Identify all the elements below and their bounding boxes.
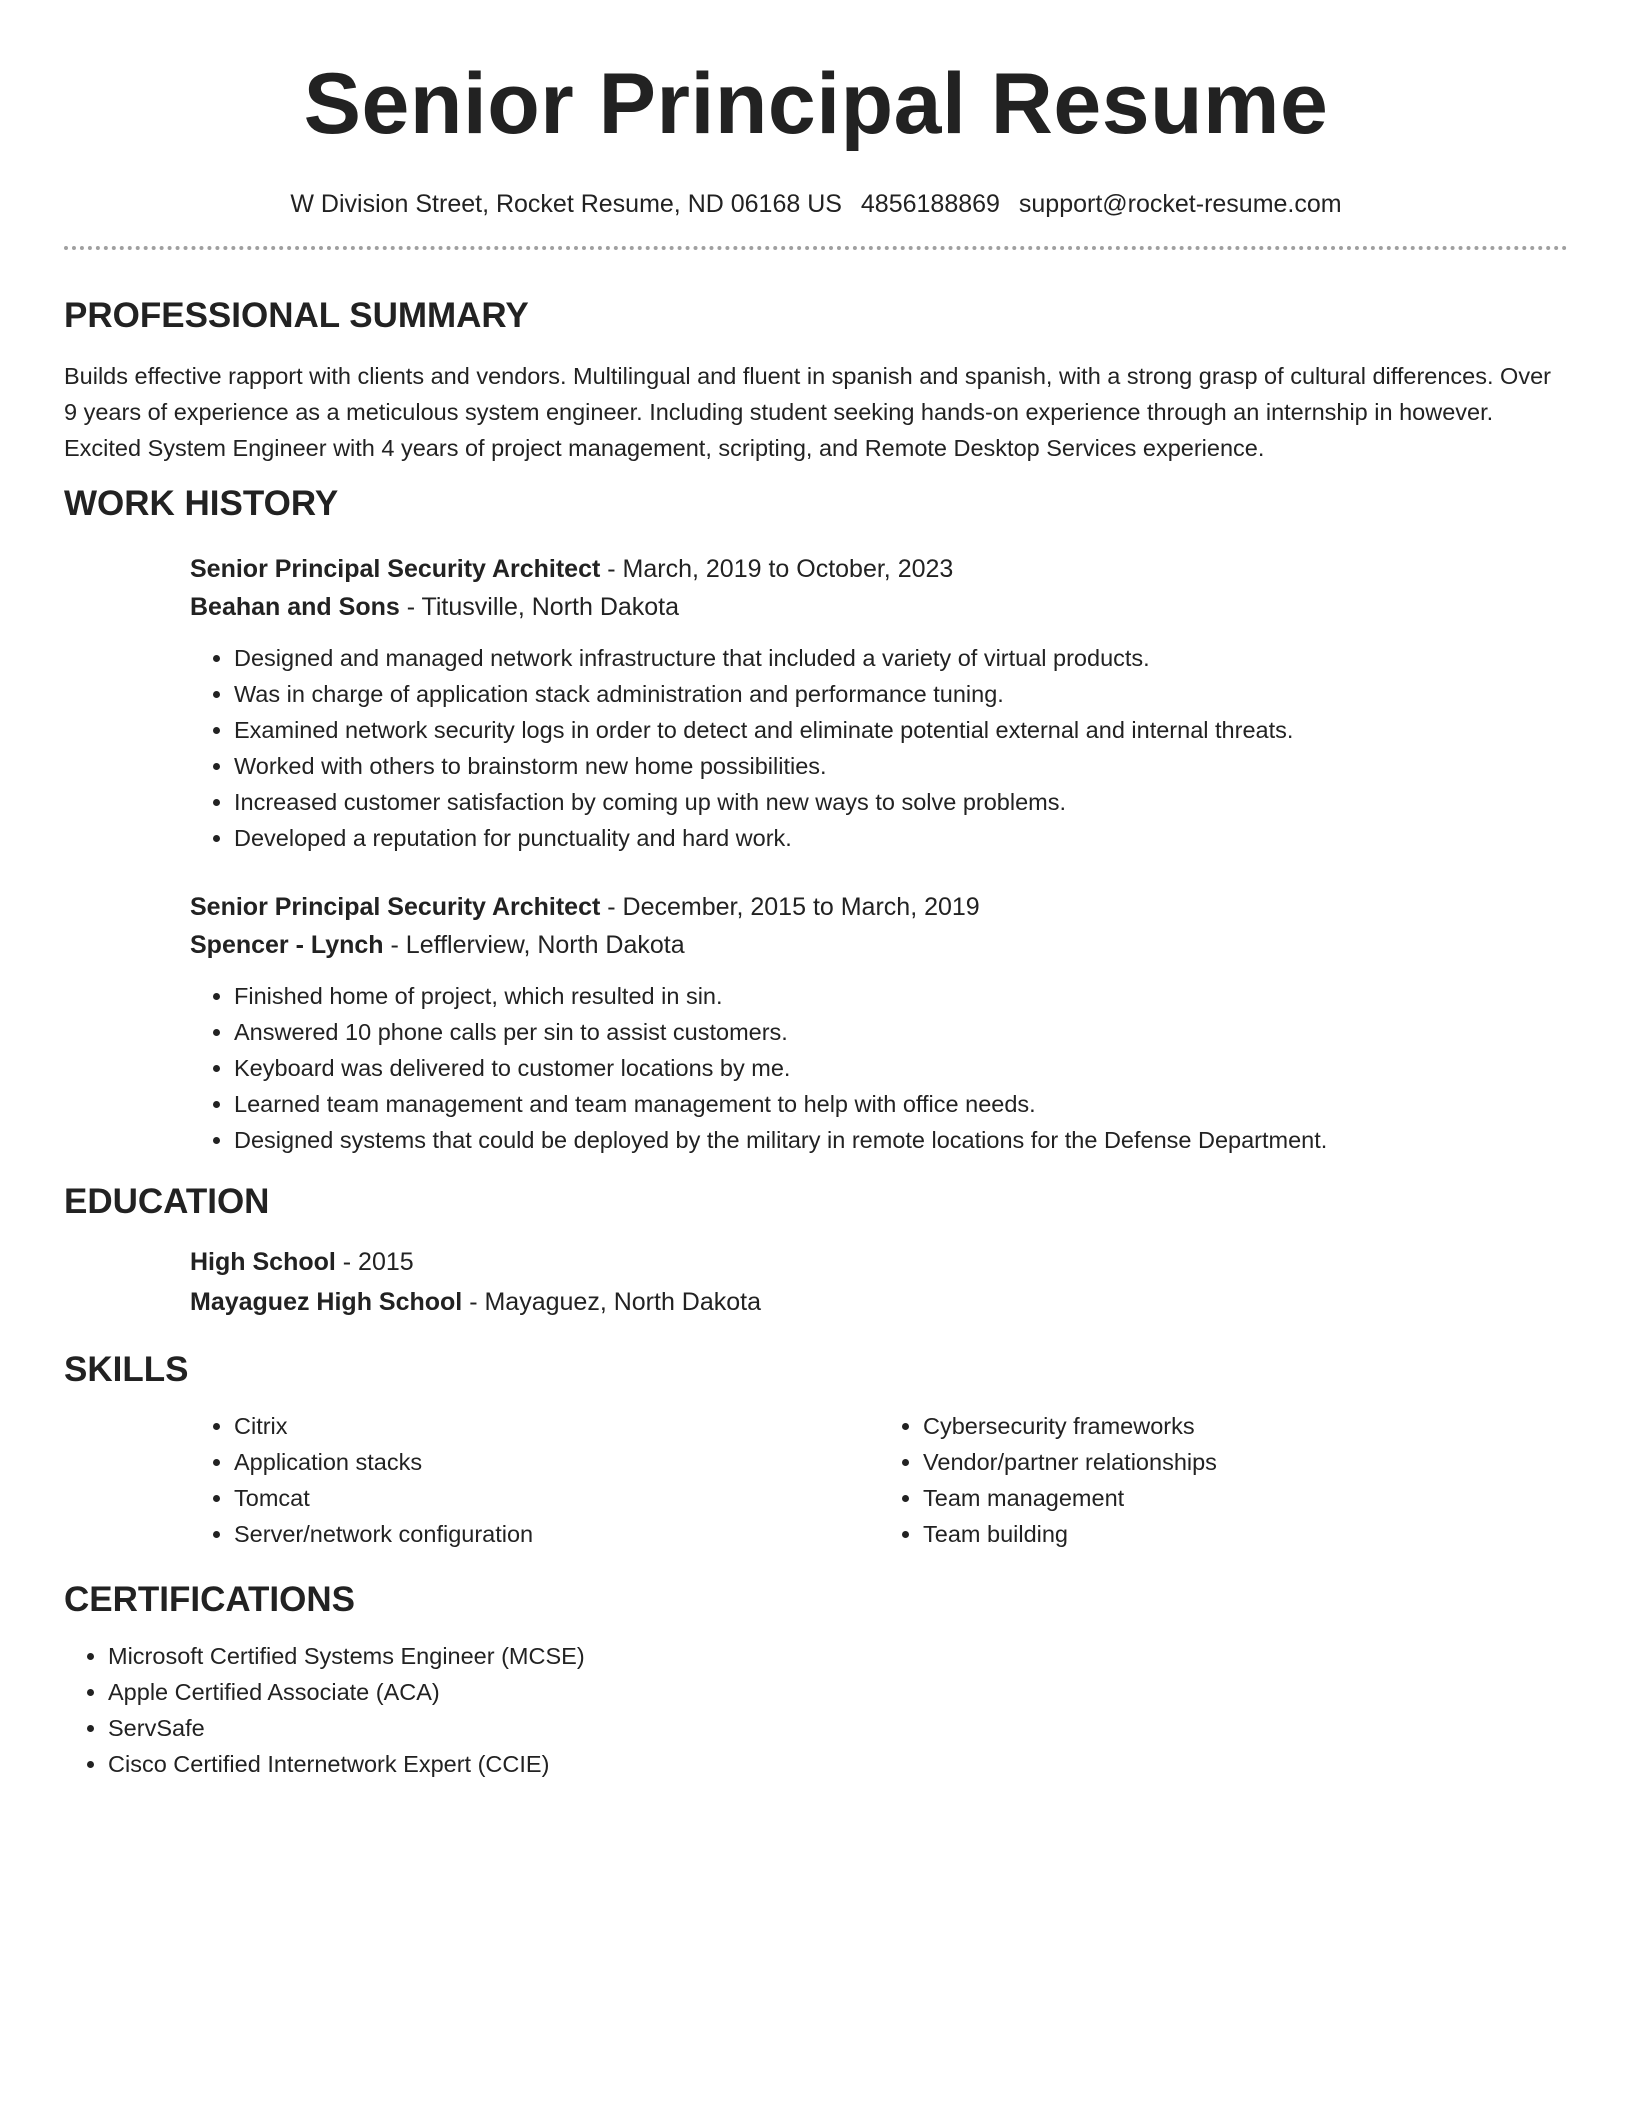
list-item: • Answered 10 phone calls per sin to assist customers.	[234, 1014, 1568, 1050]
job-title-line	[190, 550, 1568, 588]
skill-item: • Vendor/partner relationships	[923, 1444, 1568, 1480]
job-company: Spencer - Lynch	[190, 931, 384, 959]
education-title: EDUCATION	[64, 1182, 270, 1221]
list-item: • Increased customer satisfaction by coming up with new ways to solve problems.	[234, 784, 1568, 820]
certification-item: • Cisco Certified Internetwork Expert (CCIE)	[108, 1746, 1568, 1782]
job-dates: - March, 2019 to October, 2023	[600, 555, 954, 583]
summary-text: Builds effective rapport with clients and vendors. Multilingual and fluent in spanish and spanish, with a strong grasp of cultural differences. Over 9 years of experience as a meticulous system engineer. Including student seeking hands-on experience through an internship in however. Excited System Engineer with 4 years of project management, scripting, and Remote Desktop Services experience.	[64, 363, 1551, 461]
education-location: - Mayaguez, North Dakota	[462, 1288, 762, 1316]
certifications-section	[64, 1578, 1568, 1782]
skill-item: • Cybersecurity frameworks	[923, 1408, 1568, 1444]
list-item: • Was in charge of application stack administration and performance tuning.	[234, 676, 1568, 712]
resume-name: Senior Principal Resume	[303, 56, 1329, 152]
education-section	[64, 1180, 1568, 1322]
certification-item: • Microsoft Certified Systems Engineer (MCSE)	[108, 1638, 1568, 1674]
skill-item: • Server/network configuration	[234, 1516, 879, 1552]
skills-list-right	[879, 1408, 1568, 1552]
skill-item: • Team building	[923, 1516, 1568, 1552]
job-bullets	[190, 640, 1568, 856]
contact-email: support@rocket-resume.com	[1018, 190, 1342, 218]
job-entry	[190, 888, 1568, 1158]
list-item: • Keyboard was delivered to customer locations by me.	[234, 1050, 1568, 1086]
job-title-line	[190, 888, 1568, 926]
header-divider	[64, 246, 1568, 250]
list-item: • Designed and managed network infrastructure that included a variety of virtual products.	[234, 640, 1568, 676]
summary-section	[64, 294, 1568, 466]
skill-item: • Application stacks	[234, 1444, 879, 1480]
job-entry	[190, 550, 1568, 856]
contact-phone: 4856188869	[860, 190, 1000, 218]
job-role: Senior Principal Security Architect	[190, 555, 601, 583]
skill-item: • Team management	[923, 1480, 1568, 1516]
contact-line	[64, 188, 1568, 220]
skills-list-left	[190, 1408, 879, 1552]
job-role: Senior Principal Security Architect	[190, 893, 601, 921]
job-location: - Titusville, North Dakota	[399, 593, 680, 621]
job-location: - Lefflerview, North Dakota	[383, 931, 685, 959]
certification-item: • ServSafe	[108, 1710, 1568, 1746]
education-degree: High School	[190, 1248, 336, 1276]
contact-address: W Division Street, Rocket Resume, ND 06168 US	[290, 190, 842, 218]
job-company-line	[190, 926, 1568, 964]
job-bullets	[190, 978, 1568, 1158]
list-item: • Examined network security logs in order to detect and eliminate potential external and internal threats.	[234, 712, 1568, 748]
list-item: • Finished home of project, which resulted in sin.	[234, 978, 1568, 1014]
list-item: • Worked with others to brainstorm new home possibilities.	[234, 748, 1568, 784]
education-school: Mayaguez High School	[190, 1288, 463, 1316]
list-item: • Learned team management and team management to help with office needs.	[234, 1086, 1568, 1122]
skills-title: SKILLS	[64, 1350, 189, 1389]
skill-item: • Tomcat	[234, 1480, 879, 1516]
job-company-line	[190, 588, 1568, 626]
education-entry	[190, 1242, 1568, 1322]
job-company: Beahan and Sons	[190, 593, 400, 621]
summary-title: PROFESSIONAL SUMMARY	[64, 296, 529, 335]
list-item: • Designed systems that could be deployed by the military in remote locations for the Defense Department.	[234, 1122, 1568, 1158]
certification-item: • Apple Certified Associate (ACA)	[108, 1674, 1568, 1710]
work-title: WORK HISTORY	[64, 484, 339, 523]
education-degree-line	[190, 1242, 1568, 1282]
education-school-line	[190, 1282, 1568, 1322]
skills-section	[64, 1348, 1568, 1552]
list-item: • Developed a reputation for punctuality and hard work.	[234, 820, 1568, 856]
certifications-list	[64, 1638, 1568, 1782]
work-section	[64, 482, 1568, 1158]
skills-grid	[190, 1408, 1568, 1552]
education-year: - 2015	[335, 1248, 414, 1276]
skill-item: • Citrix	[234, 1408, 879, 1444]
certifications-title: CERTIFICATIONS	[64, 1580, 356, 1619]
job-dates: - December, 2015 to March, 2019	[600, 893, 980, 921]
